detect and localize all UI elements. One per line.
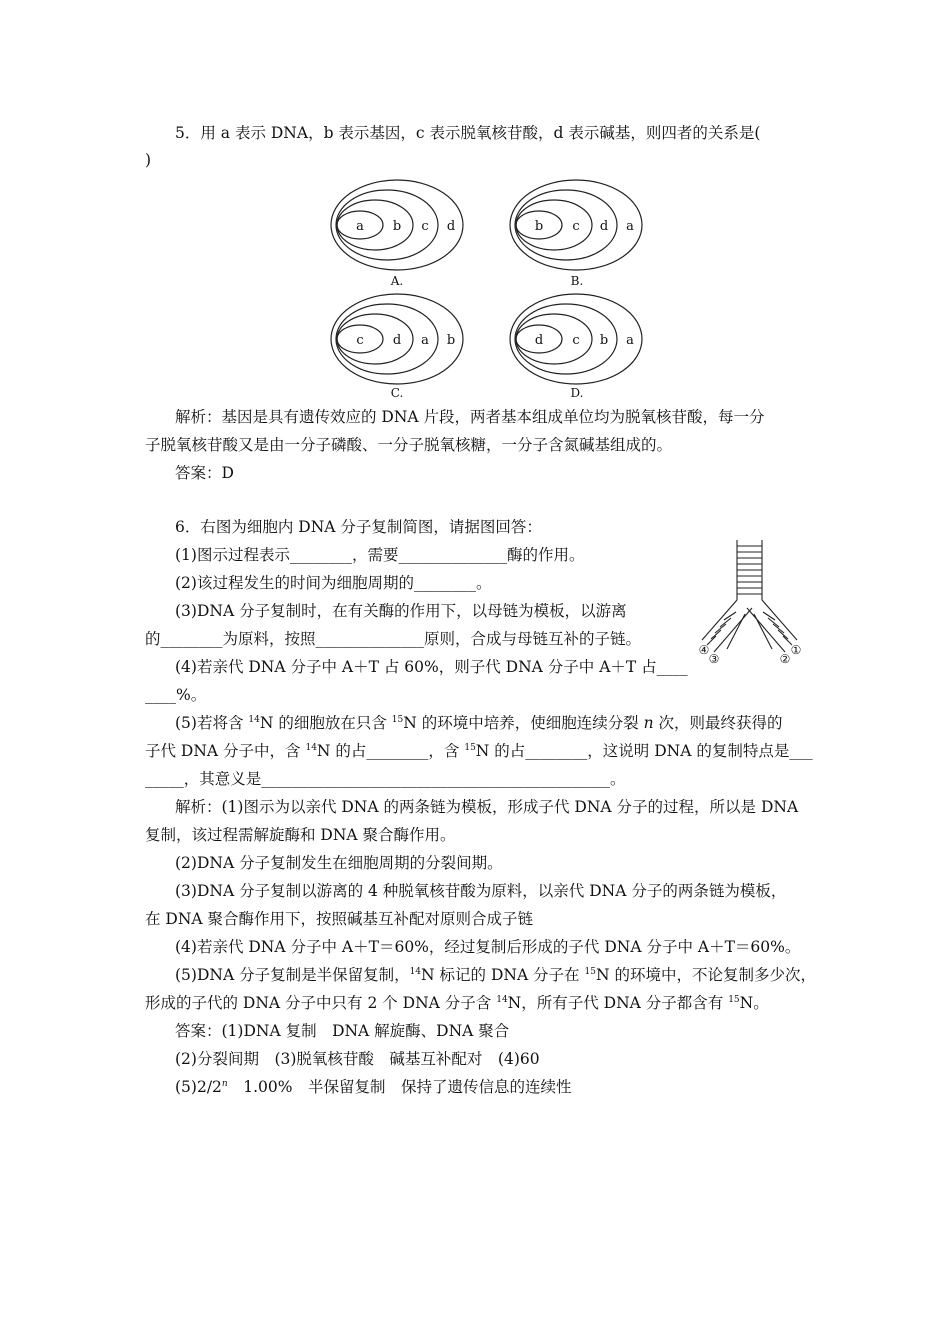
option-b-label-1: b — [534, 219, 544, 234]
option-b-caption: B. — [570, 274, 584, 288]
q6-analysis-1a: 解析：(1)图示为以亲代 DNA 的两条链为模板，形成子代 DNA 分子的过程，所以是 DNA — [175, 798, 799, 816]
q6-part5-line2 — [145, 740, 813, 762]
superscript: 15 — [728, 995, 740, 1005]
option-d-label-2: c — [572, 333, 580, 348]
text-run: N 的细胞放在只含 — [259, 714, 392, 732]
q6-part2: (2)该过程发生的时间为细胞周期的________。 — [175, 574, 492, 592]
q5-analysis-line1: 解析：基因是具有遗传效应的 DNA 片段，两者基本组成单位均为脱氧核苷酸，每一分 — [175, 408, 765, 426]
option-d-caption: D. — [570, 386, 584, 400]
superscript: 14 — [305, 743, 317, 753]
text-run: N 的环境中，不论复制多少次， — [595, 966, 816, 984]
option-c-label-1: c — [356, 333, 364, 348]
q5-answer: 答案：D — [175, 464, 234, 482]
q5-analysis-line2: 子脱氧核苷酸又是由一分子磷酸、一分子脱氧核糖，一分子含氮碱基组成的。 — [145, 436, 673, 454]
text-run: 次，则最终获得的 — [653, 714, 783, 732]
q6-analysis-3a: (3)DNA 分子复制以游离的 4 种脱氧核苷酸为原料，以亲代 DNA 分子的两条链为模板， — [175, 882, 787, 900]
q6-analysis-5a — [175, 964, 816, 986]
q6-answer-line2: (2)分裂间期 (3)脱氧核苷酸 碱基互补配对 (4)60 — [175, 1050, 540, 1068]
option-a-label-4: d — [446, 219, 456, 234]
q6-analysis-2: (2)DNA 分子复制发生在细胞周期的分裂间期。 — [175, 854, 503, 872]
option-a-label-2: b — [392, 219, 402, 234]
text-run: (5)若将含 — [175, 714, 249, 732]
text-run: 1.00% 半保留复制 保持了遗传信息的连续性 — [227, 1078, 572, 1096]
strand-label-2: ② — [779, 652, 791, 666]
option-a-label-1: a — [356, 219, 364, 234]
q6-part5-line3: _____，其意义是_____________________________________________。 — [145, 770, 626, 788]
dna-replication-diagram — [700, 535, 810, 665]
q6-analysis-1b: 复制，该过程需解旋酶和 DNA 聚合酶作用。 — [145, 826, 456, 844]
q6-part3-line1: (3)DNA 分子复制时，在有关酶的作用下，以母链为模板，以游离 — [175, 602, 627, 620]
strand-label-4: ④ — [698, 643, 710, 657]
option-b-label-2: c — [572, 219, 580, 234]
superscript: 15 — [391, 715, 404, 725]
superscript: 14 — [248, 715, 260, 725]
text-run: N。 — [739, 994, 769, 1012]
option-a-caption: A. — [390, 274, 404, 288]
q6-answer-line3 — [175, 1076, 571, 1098]
q6-answer-line1: 答案：(1)DNA 复制 DNA 解旋酶、DNA 聚合 — [175, 1022, 510, 1040]
superscript: 14 — [496, 995, 508, 1005]
strand-label-3: ③ — [708, 652, 720, 666]
q6-part4-line2: ____%。 — [145, 686, 207, 704]
q6-analysis-5b — [145, 992, 769, 1014]
q6-part3-line2: 的________为原料，按照______________原则，合成与母链互补的子链。 — [145, 630, 642, 648]
superscript: n — [221, 1079, 228, 1089]
superscript: 14 — [409, 967, 422, 977]
text-run: 子代 DNA 分子中，含 — [145, 742, 306, 760]
superscript: 15 — [464, 743, 476, 753]
q5-stem-line2: ) — [145, 151, 152, 169]
q6-analysis-3b: 在 DNA 聚合酶作用下，按照碱基互补配对原则合成子链 — [145, 910, 534, 928]
option-b-label-4: a — [626, 219, 634, 234]
variable-n: n — [643, 714, 654, 732]
option-c-label-4: b — [446, 333, 456, 348]
option-a-label-3: c — [421, 219, 429, 234]
text-run: (5)DNA 分子复制是半保留复制， — [175, 966, 410, 984]
q6-part1: (1)图示过程表示________，需要______________酶的作用。 — [175, 546, 585, 564]
text-run: N，所有子代 DNA 分子都含有 — [507, 994, 729, 1012]
strand-label-1: ① — [790, 643, 802, 657]
text-run: N 的占________，含 — [316, 742, 465, 760]
q6-part5-line1 — [175, 712, 783, 734]
q5-stem-line1: 5．用 a 表示 DNA，b 表示基因，c 表示脱氧核苷酸，d 表示碱基，则四者的关系是( — [175, 124, 761, 142]
option-d-label-3: b — [599, 333, 609, 348]
text-run: 形成的子代的 DNA 分子中只有 2 个 DNA 分子含 — [145, 994, 497, 1012]
option-b-label-3: d — [599, 219, 609, 234]
text-run: N 的占________，这说明 DNA 的复制特点是___ — [475, 742, 813, 760]
option-c-label-2: d — [392, 333, 402, 348]
option-d-label-1: d — [534, 333, 544, 348]
q6-analysis-4: (4)若亲代 DNA 分子中 A＋T＝60%，经过复制后形成的子代 DNA 分子中 A＋T＝60%。 — [175, 938, 801, 956]
text-run: N 标记的 DNA 分子在 — [421, 966, 585, 984]
text-run: N 的环境中培养，使细胞连续分裂 — [403, 714, 644, 732]
option-d-label-4: a — [626, 333, 634, 348]
text-run: (5)2/2 — [175, 1078, 222, 1096]
q6-part4-line1: (4)若亲代 DNA 分子中 A＋T 占 60%，则子代 DNA 分子中 A＋T 占____ — [175, 658, 688, 676]
option-c-label-3: a — [421, 333, 429, 348]
q6-stem: 6．右图为细胞内 DNA 分子复制简图，请据图回答： — [175, 518, 542, 536]
superscript: 15 — [584, 967, 596, 977]
option-c-caption: C. — [390, 386, 404, 400]
